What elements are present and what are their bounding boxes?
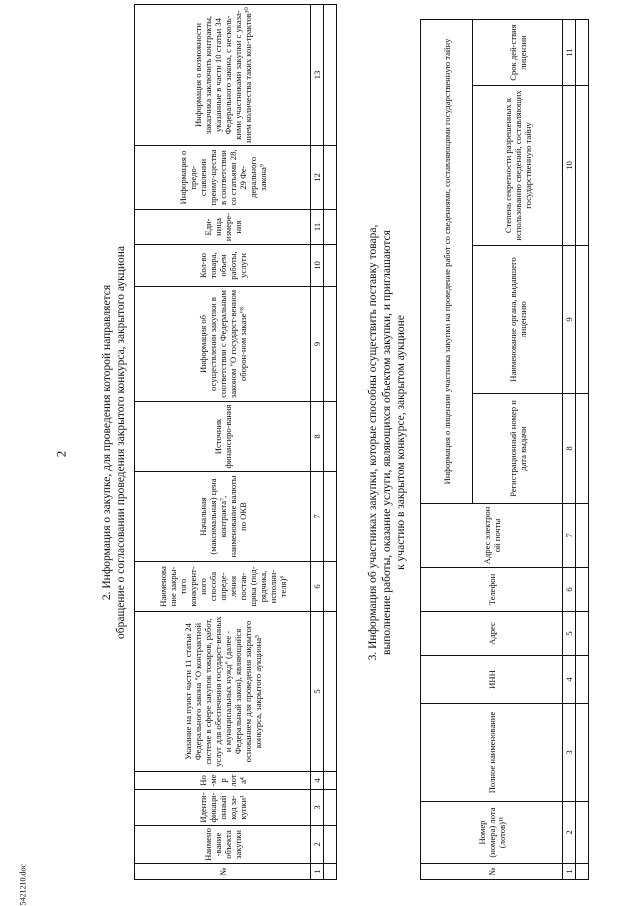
- header-cell: Указание на пункт части 11 статьи 24 Федерального закона "О контрактной системе в сфере закупок товаров, работ, услуг для обеспечения государст-венных и муниципальных нужд" (далее - Федеральный закон), являющийся основанием для проведения закрытого конкурса, закрытого аукциона⁵: [135, 612, 311, 772]
- header-cell: Еди-ница измере-ния: [135, 210, 311, 245]
- column-number: 13: [311, 5, 324, 146]
- header-cell: Иденти-фикаци-онный код за-купки¹: [135, 790, 311, 826]
- rotated-page: [100, 5, 625, 880]
- header-cell: Адрес: [421, 612, 563, 656]
- section2-header-row: [135, 5, 311, 880]
- column-number: 9: [311, 287, 324, 402]
- column-number: 6: [563, 568, 576, 612]
- column-number: 1: [311, 864, 324, 880]
- column-number: 12: [311, 146, 324, 210]
- section3-title-line-2: выполнение работы, оказание услуги, являющихся объектом закупки, и приглашаются: [381, 230, 393, 655]
- header-cell: Степень секретности разрешенных к использованию сведений, составляющих государственную тайну: [473, 86, 563, 246]
- header-cell: Информация об осуществлении закупки в соответствии с Федеральным законом "О государст-венном оборон-ном заказе"⁸: [135, 287, 311, 402]
- column-number: 10: [311, 245, 324, 287]
- header-cell: №: [135, 864, 311, 880]
- header-cell: Регистрационный номер и дата выдачи: [473, 394, 563, 504]
- header-cell: Но-мер лота⁴: [135, 772, 311, 790]
- header-cell: Начальная (максимальная) цена контракта⁷, наименование валюты по ОКВ: [135, 472, 311, 562]
- column-number: 6: [311, 562, 324, 612]
- column-number: 2: [311, 826, 324, 864]
- header-cell: Наименова ние закры-того конкурент-ного способа опреде-ления постав-щика (под-рядчика, исполни-теля)⁶: [135, 562, 311, 612]
- column-number: 7: [311, 472, 324, 562]
- column-number: 4: [563, 656, 576, 704]
- header-cell: Информация о предо-ставлении преиму-щества в соответствии со статьями 28, 29 Фе-дерального закона⁹: [135, 146, 311, 210]
- license-group-header: Информация о лицензии участника закупки на проведение работ со сведениями, составляющими государственную тайну: [421, 20, 473, 504]
- column-number: 4: [311, 772, 324, 790]
- header-cell: Кол-во товара, объем работы, услуги: [135, 245, 311, 287]
- section3-header-row-1: [421, 20, 473, 880]
- column-number: 5: [311, 612, 324, 772]
- column-number: 5: [563, 612, 576, 656]
- section2-number-row: [311, 5, 324, 880]
- column-number: 7: [563, 504, 576, 568]
- header-cell: Полное наименование: [421, 704, 563, 802]
- column-number: 8: [311, 402, 324, 472]
- section2-title: 2. Информация о закупке, для проведения которой направляется: [101, 284, 113, 601]
- column-number: 3: [563, 704, 576, 802]
- header-cell: №: [421, 864, 563, 880]
- header-cell: Наимено-вание объекта закупки: [135, 826, 311, 864]
- column-number: 11: [563, 20, 576, 86]
- header-cell: ИНН: [421, 656, 563, 704]
- header-cell: Информация о возможности заказчика заключить контракты, указанные в части 10 статьи 34 Федерального закона, с несколь-кими участниками закупки с указа-нием количества таких кон-трактов¹⁰: [135, 5, 311, 146]
- column-number: 8: [563, 394, 576, 504]
- header-cell: Телефон: [421, 568, 563, 612]
- section2-subtitle: обращение о согласовании проведения закрытого конкурса, закрытого аукциона: [115, 245, 127, 640]
- column-number: 11: [311, 210, 324, 245]
- column-number: 9: [563, 246, 576, 394]
- header-cell: Номер (номера) лота (лотов)¹¹: [421, 802, 563, 864]
- page-number: 2: [53, 450, 69, 458]
- document-code: 5421210.doc: [18, 863, 28, 906]
- section3-title-line-1: 3. Информация об участниках закупки, которые способны осуществить поставку товара,: [367, 224, 379, 661]
- header-cell: Срок дей-ствия лицензии: [473, 20, 563, 86]
- section3-table: [420, 19, 589, 880]
- column-number: 2: [563, 802, 576, 864]
- header-cell: Наименование органа, выдавшего лицензию: [473, 246, 563, 394]
- column-number: 1: [563, 864, 576, 880]
- section2-table: [134, 4, 337, 880]
- section3-title-line-3: к участию в закрытом конкурсе, закрытом аукционе: [395, 315, 407, 570]
- section2-empty-row: [324, 5, 337, 880]
- column-number: 3: [311, 790, 324, 826]
- column-number: 10: [563, 86, 576, 246]
- header-cell: Источник финансиро-вания: [135, 402, 311, 472]
- header-cell: Адрес электрон ой почты: [421, 504, 563, 568]
- section3-number-row: [563, 20, 576, 880]
- section3-empty-row: [576, 20, 589, 880]
